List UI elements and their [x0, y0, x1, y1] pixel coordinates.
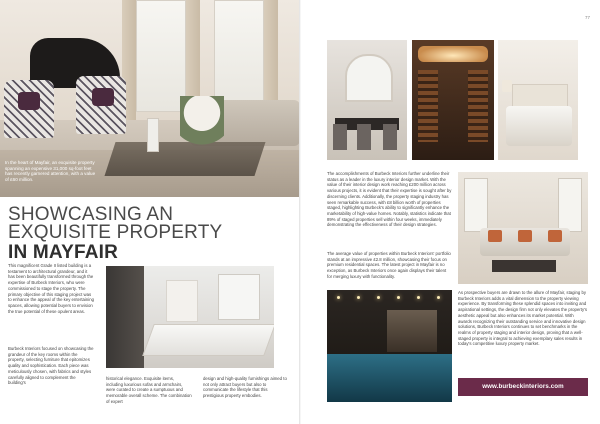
spine-gutter — [299, 0, 301, 424]
cabinet — [106, 266, 144, 368]
pillow — [518, 230, 532, 242]
window — [558, 178, 582, 232]
cushion — [18, 92, 40, 110]
wine-cellar-photo — [412, 40, 494, 160]
body-paragraph: design and high-quality furnishings aimed to not only attract buyers but also to communicate the lifestyle that this prestigious property embodies. — [203, 376, 287, 399]
ceiling-light — [417, 296, 420, 299]
swimming-pool — [327, 354, 452, 402]
body-paragraph: historical elegance. Exquisite items, including luxurious sofas and armchairs, were curated to create a sumptuous and memorable overall scheme. The combination of expert — [106, 376, 192, 404]
cushion — [92, 88, 114, 106]
bed — [506, 106, 572, 146]
wine-rack — [468, 70, 488, 142]
candle — [147, 118, 159, 152]
dining-room-photo — [327, 40, 407, 160]
pool-photo — [327, 290, 452, 402]
window — [464, 178, 488, 232]
pillow — [488, 230, 502, 242]
shelf — [166, 280, 198, 322]
page-number: 77 — [584, 15, 590, 20]
ceiling-light — [437, 296, 440, 299]
body-paragraph: This magnificent Grade II listed building is a testament to architectural grandeur, and it has been beautifully transformed through the expertise of Burbeck Interiors, who were commissioned to stage the property. The primary objective of this staging project was to enhance the appeal of the key entertaining spaces, allowing potential buyers to envision the true potential of these opulent areas. — [8, 263, 95, 314]
ceiling-light — [418, 46, 488, 62]
ceiling-light — [377, 296, 380, 299]
headline-line-1: SHOWCASING AN — [8, 204, 174, 225]
website-link[interactable]: www.burbeckinteriors.com — [458, 378, 588, 396]
ceiling-light — [357, 296, 360, 299]
bedroom-photo — [498, 40, 578, 160]
chair — [383, 124, 397, 150]
arched-window — [345, 54, 393, 102]
window — [218, 274, 260, 320]
living-room-photo — [458, 172, 588, 284]
headline — [8, 206, 288, 242]
hero-photo-drawing-room — [0, 0, 300, 197]
pillow — [548, 230, 562, 242]
ceiling-light — [397, 296, 400, 299]
body-paragraph: As prospective buyers are drawn to the allure of Mayfair, staging by Burbeck Interiors adds a vital dimension to the property viewing experience. By transforming these splendid spaces into inviting and aspirational settings, the design firm not only elevates the property's aesthetic appeal but also enhances its market potential. With awards recognizing their outstanding service and innovative design solutions, Burbeck Interiors continues to set benchmarks in the realms of property staging and interior design, proving that a well-staged property is integral to achieving exemplary sales results in today's competitive luxury property market. — [458, 290, 588, 347]
kitchen-photo — [106, 266, 274, 368]
body-paragraph: The average value of properties within Burbeck Interiors' portfolio stands at an impressive £2.8 million, showcasing their focus on premium residential spaces. The latest project in Mayfair is no exception, as Burbeck Interiors once again displays their talent for merging luxury with functionality. — [327, 251, 451, 279]
ceiling-light — [337, 296, 340, 299]
wall — [387, 310, 437, 352]
chair — [357, 124, 371, 150]
chair — [333, 124, 347, 150]
wine-rack — [418, 70, 438, 142]
coffee-table — [492, 260, 556, 272]
bedside-lamp — [502, 80, 512, 92]
headline-line-3: IN MAYFAIR — [8, 242, 119, 263]
kitchen-island — [142, 324, 274, 356]
flower-vase — [180, 96, 224, 152]
headline-line-2: EXQUISITE PROPERTY — [8, 222, 223, 243]
body-paragraph: The accomplishments of Burbeck Interiors further underline their status as a leader in the luxury interior design market. With the value of their interior design work reaching £200 million across various projects, it is evident that their expertise is sought after by discerning clients. Additionally, the property staging industry has seen remarkable success, with £8 billion worth of properties staged, highlighting Burbeck's ability to significantly enhance the marketability of high-value homes. Notably, statistics indicate that 89% of staged properties sell within four weeks, immediately demonstrating the effectiveness of their design strategies. — [327, 171, 452, 228]
hero-caption: In the heart of Mayfair, an exquisite property spanning an expensive 31,000 sq-foot feet has recently garnered attention, with a value of £60 million. — [5, 160, 96, 182]
window — [136, 0, 186, 112]
body-paragraph: Burbeck Interiors focused on showcasing the grandeur of the key rooms within the property, selecting furniture that epitomizes quality and sophistication. Each piece was meticulously chosen, with fabrics and styles carefully aligned to complement the building's — [8, 346, 94, 386]
